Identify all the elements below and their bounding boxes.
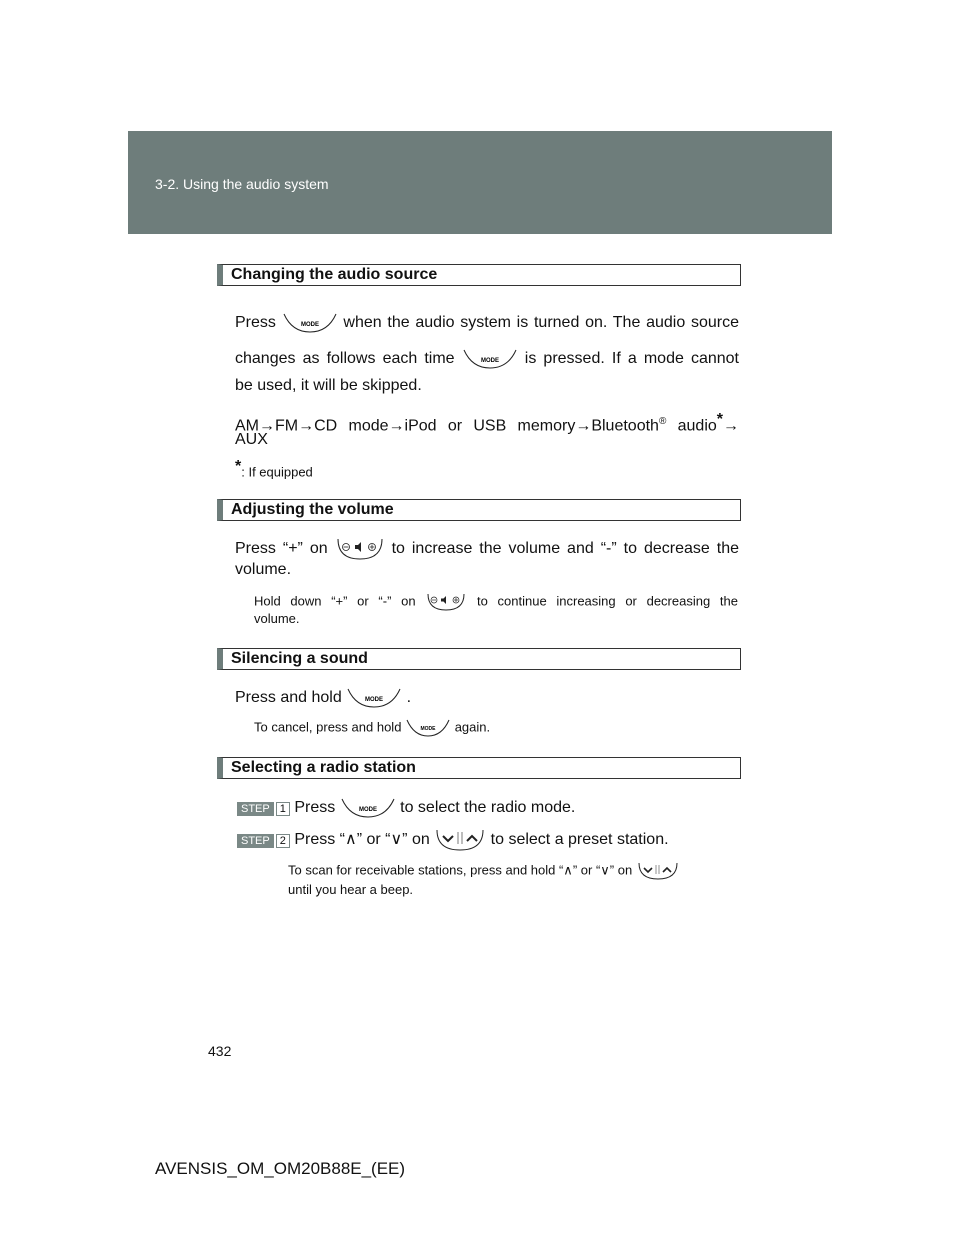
text: when the audio system is turned on. The audio source [343,314,740,332]
volume-note-line1 [254,592,738,612]
mode-label: MODE [420,726,436,732]
text: . [406,689,412,707]
text: Press [294,799,336,817]
silencing-line [235,686,411,710]
mode-label: MODE [358,807,377,813]
text: Press [235,314,276,332]
text: Press “∧” or “∨” on [294,831,430,849]
volume-line2: volume. [235,561,292,578]
audio-source-line1 [235,311,739,335]
heading-radio: Selecting a radio station [217,757,741,779]
mode-label: MODE [480,358,499,364]
arrow: → [723,417,740,435]
document-code: AVENSIS_OM_OM20B88E_(EE) [155,1159,406,1178]
text: changes as follows each time [235,350,455,368]
step-badge: STEP [237,834,274,848]
text: Press “+” on [235,540,328,558]
mode-button-icon [282,311,338,335]
page-number: 432 [208,1043,232,1059]
text: to increase the volume and “-” to decrease the [391,540,739,558]
heading-volume: Adjusting the volume [217,499,741,521]
audio-source-sequence [235,410,739,436]
volume-note-line2: volume. [254,611,300,626]
footnote-star: * [235,458,242,475]
text: to continue increasing or decreasing the [476,593,738,609]
mode-label: MODE [300,322,319,328]
text: : If equipped [241,464,313,480]
audio-source-sequence-end: AUX [235,431,268,448]
text: Hold down “+” or “-” on [254,593,416,609]
footnote [235,458,313,479]
text: to select the radio mode. [400,799,576,817]
radio-step2 [237,828,669,852]
text: AM→FM→CD mode→iPod or USB memory→Bluetooth [235,417,659,435]
text: To scan for receivable stations, press and hold “∧” or “∨” on [288,862,633,878]
section-breadcrumb: 3-2. Using the audio system [155,176,329,192]
mode-button-icon [340,796,396,820]
radio-step1 [237,796,575,820]
silencing-note [254,718,490,738]
volume-button-icon [335,537,385,561]
registered-mark: ® [658,416,667,427]
seek-button-icon [636,861,680,881]
text: To cancel, press and hold [254,719,402,735]
text: until you hear a beep. [288,882,414,897]
step-number: 2 [276,834,290,848]
mode-button-icon [405,718,451,738]
volume-line1 [235,537,739,561]
text: audio [666,417,717,435]
mode-button-icon [346,686,402,710]
text: again. [454,719,491,735]
heading-silencing: Silencing a sound [217,648,741,670]
mode-label: MODE [365,697,384,703]
text: is pressed. If a mode cannot [524,350,740,368]
mode-button-icon [462,347,518,371]
text: Press and hold [235,689,342,707]
seek-button-icon [434,828,486,852]
audio-source-line2 [235,347,739,371]
text: to select a preset station. [490,831,669,849]
radio-note [288,861,738,899]
audio-source-line3: be used, it will be skipped. [235,377,422,394]
step-number: 1 [276,802,290,816]
step-badge: STEP [237,802,274,816]
heading-audio-source: Changing the audio source [217,264,741,286]
volume-button-icon [425,592,467,612]
footnote-star: * [716,411,724,428]
